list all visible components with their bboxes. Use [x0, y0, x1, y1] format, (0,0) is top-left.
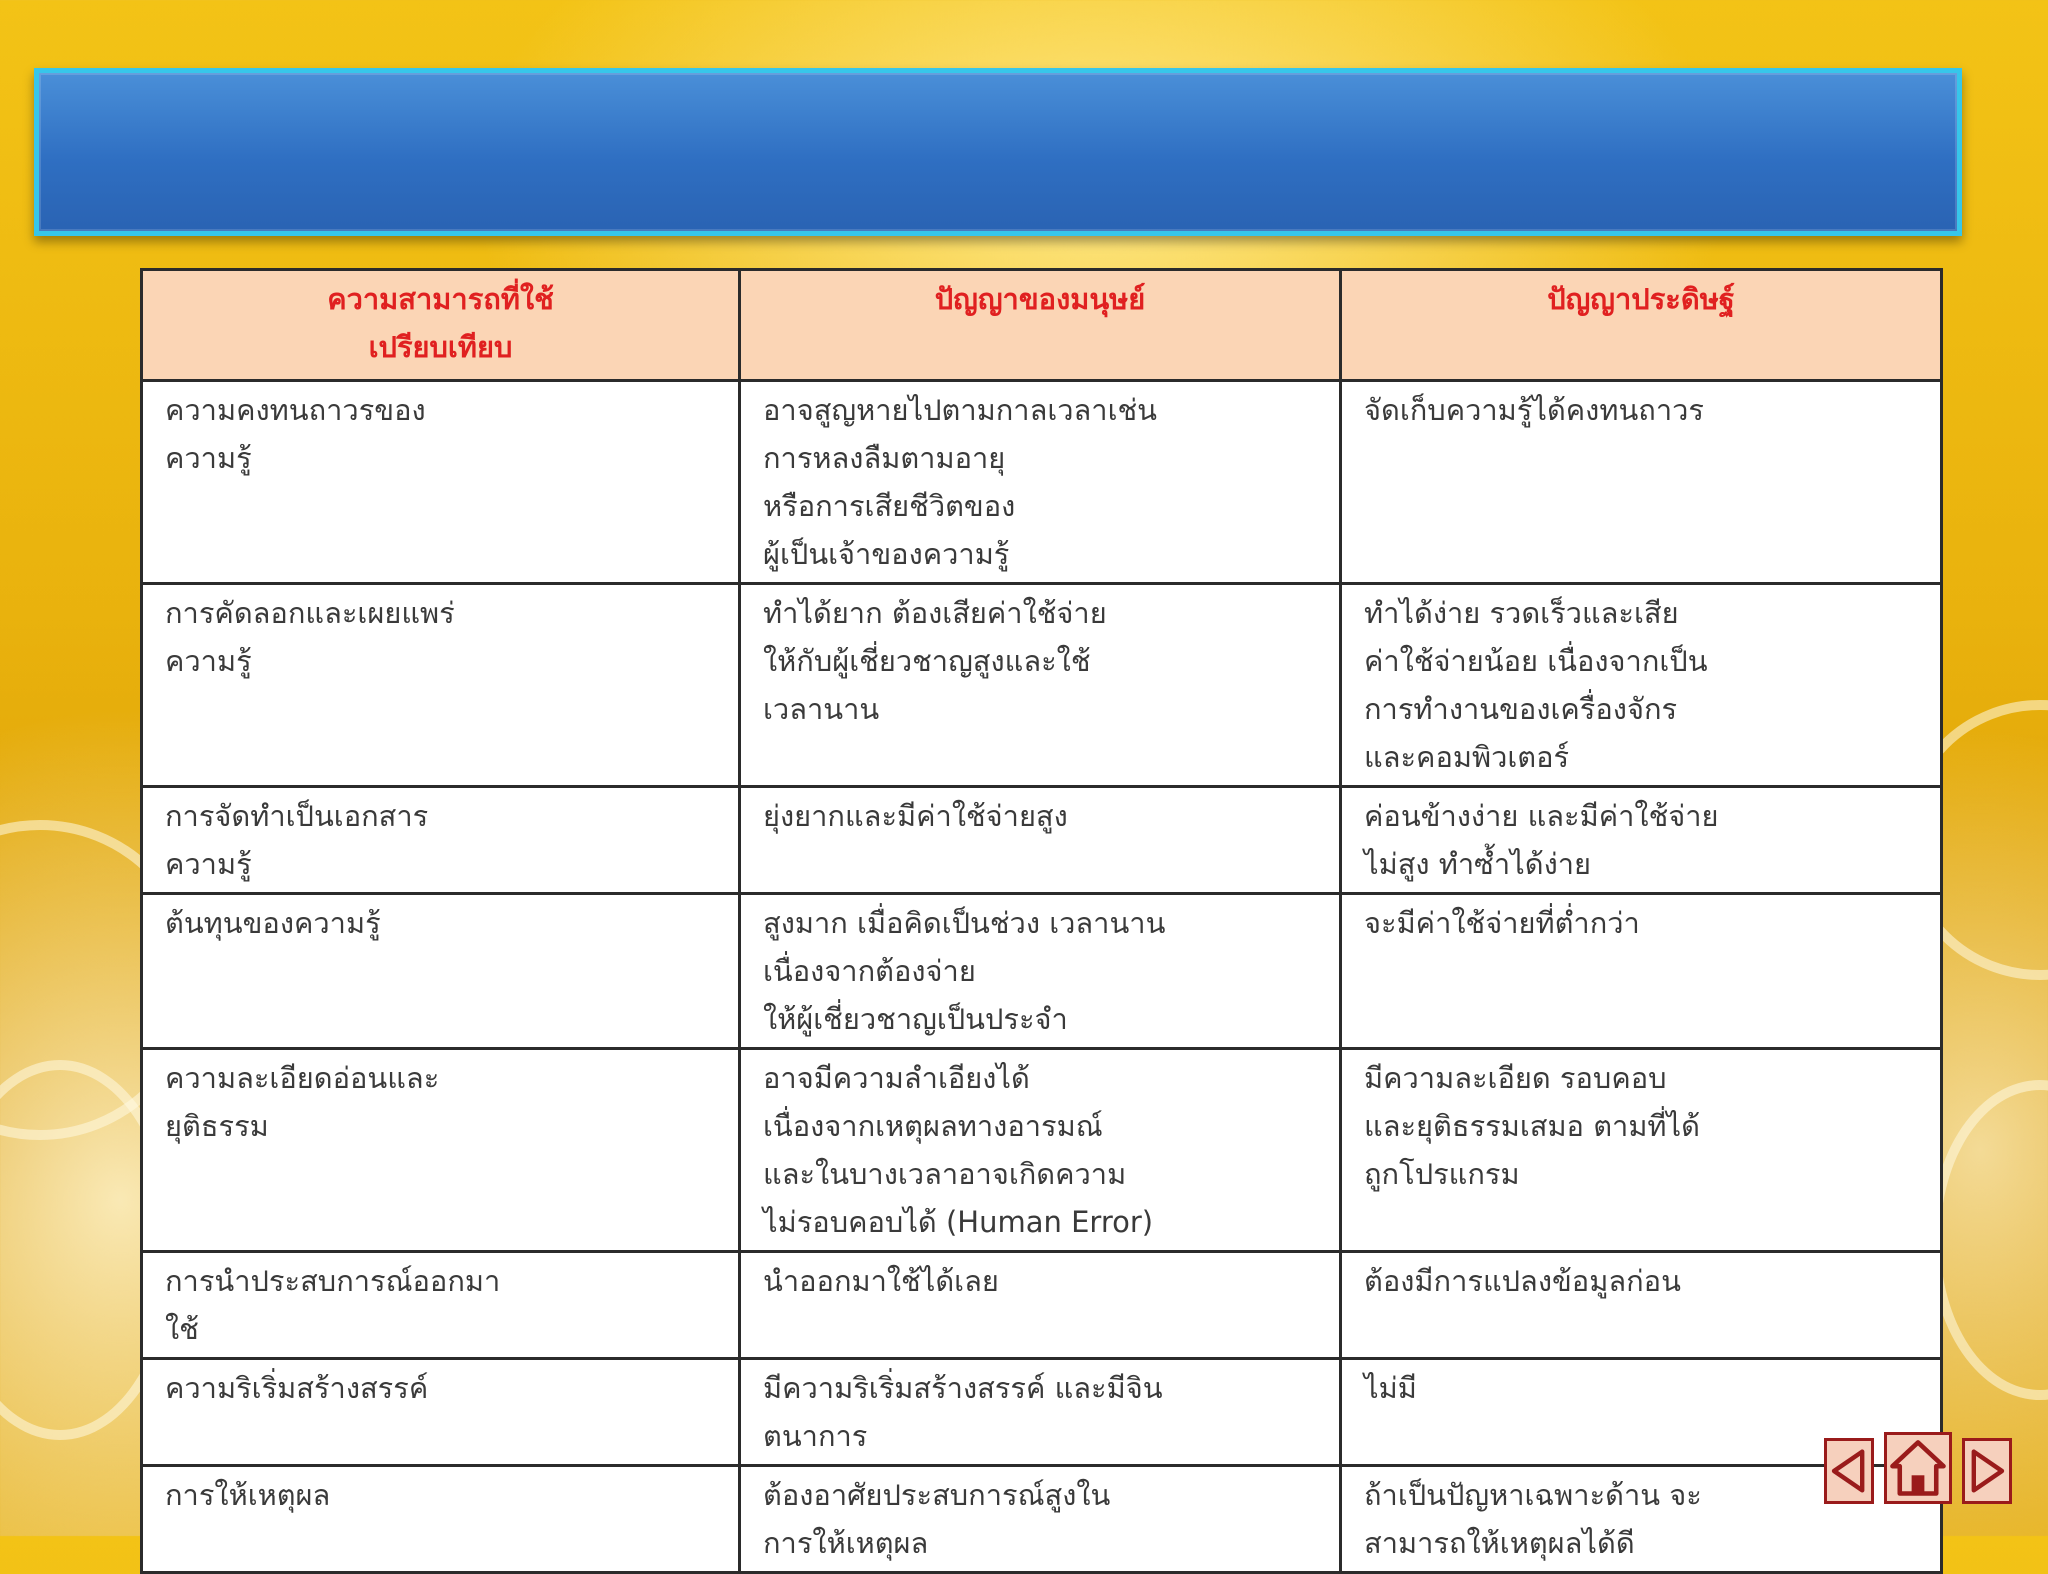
row-ai: ค่อนข้างง่าย และมีค่าใช้จ่าย ไม่สูง ทำซ้ำได้ง่าย: [1341, 787, 1942, 894]
row-ai: มีความละเอียด รอบคอบ และยุติธรรมเสมอ ตามที่ได้ ถูกโปรแกรม: [1341, 1049, 1942, 1252]
triangle-right-icon: [1965, 1441, 2009, 1501]
row-criteria: ความริเริ่มสร้างสรรค์: [142, 1359, 740, 1466]
table-row: [142, 584, 1942, 787]
row-human: อาจสูญหายไปตามกาลเวลาเช่น การหลงลืมตามอายุ หรือการเสียชีวิตของ ผู้เป็นเจ้าของความรู้: [740, 381, 1341, 584]
row-human: สูงมาก เมื่อคิดเป็นช่วง เวลานาน เนื่องจากต้องจ่าย ให้ผู้เชี่ยวชาญเป็นประจำ: [740, 894, 1341, 1049]
row-ai: ไม่มี: [1341, 1359, 1942, 1466]
table-header-row: [142, 270, 1942, 381]
header-artificial-intelligence: ปัญญาประดิษฐ์: [1341, 270, 1942, 381]
row-criteria: การนำประสบการณ์ออกมา ใช้: [142, 1252, 740, 1359]
row-human: ต้องอาศัยประสบการณ์สูงใน การให้เหตุผล: [740, 1466, 1341, 1573]
row-ai: ทำได้ง่าย รวดเร็วและเสีย ค่าใช้จ่ายน้อย เนื่องจากเป็น การทำงานของเครื่องจักร และคอมพิวเตอร์: [1341, 584, 1942, 787]
next-button[interactable]: [1962, 1438, 2012, 1504]
row-ai: ต้องมีการแปลงข้อมูลก่อน: [1341, 1252, 1942, 1359]
table-row: [142, 381, 1942, 584]
header-criteria: ความสามารถที่ใช้ เปรียบเทียบ: [142, 270, 740, 381]
row-ai: ถ้าเป็นปัญหาเฉพาะด้าน จะ สามารถให้เหตุผลได้ดี: [1341, 1466, 1942, 1573]
row-human: ทำได้ยาก ต้องเสียค่าใช้จ่าย ให้กับผู้เชี่ยวชาญสูงและใช้ เวลานาน: [740, 584, 1341, 787]
row-ai: จะมีค่าใช้จ่ายที่ต่ำกว่า: [1341, 894, 1942, 1049]
triangle-left-icon: [1827, 1441, 1871, 1501]
title-bar: [34, 68, 1962, 236]
row-human: ยุ่งยากและมีค่าใช้จ่ายสูง: [740, 787, 1341, 894]
row-criteria: ความละเอียดอ่อนและ ยุติธรรม: [142, 1049, 740, 1252]
table-row: [142, 1252, 1942, 1359]
table-row: [142, 787, 1942, 894]
table-row: [142, 1466, 1942, 1573]
row-criteria: การจัดทำเป็นเอกสาร ความรู้: [142, 787, 740, 894]
row-human: นำออกมาใช้ได้เลย: [740, 1252, 1341, 1359]
home-button[interactable]: [1884, 1432, 1952, 1504]
row-criteria: ความคงทนถาวรของ ความรู้: [142, 381, 740, 584]
row-human: อาจมีความลำเอียงได้ เนื่องจากเหตุผลทางอารมณ์ และในบางเวลาอาจเกิดความ ไม่รอบคอบได้ (Human Error): [740, 1049, 1341, 1252]
header-human-intelligence: ปัญญาของมนุษย์: [740, 270, 1341, 381]
prev-button[interactable]: [1824, 1438, 1874, 1504]
house-icon: [1887, 1435, 1949, 1501]
table-row: [142, 894, 1942, 1049]
row-criteria: การให้เหตุผล: [142, 1466, 740, 1573]
row-criteria: การคัดลอกและเผยแพร่ ความรู้: [142, 584, 740, 787]
row-human: มีความริเริ่มสร้างสรรค์ และมีจิน ตนาการ: [740, 1359, 1341, 1466]
comparison-table: [140, 268, 1943, 1574]
row-ai: จัดเก็บความรู้ได้คงทนถาวร: [1341, 381, 1942, 584]
table-row: [142, 1049, 1942, 1252]
table-row: [142, 1359, 1942, 1466]
decor-swirl: [1930, 1080, 2048, 1400]
row-criteria: ต้นทุนของความรู้: [142, 894, 740, 1049]
